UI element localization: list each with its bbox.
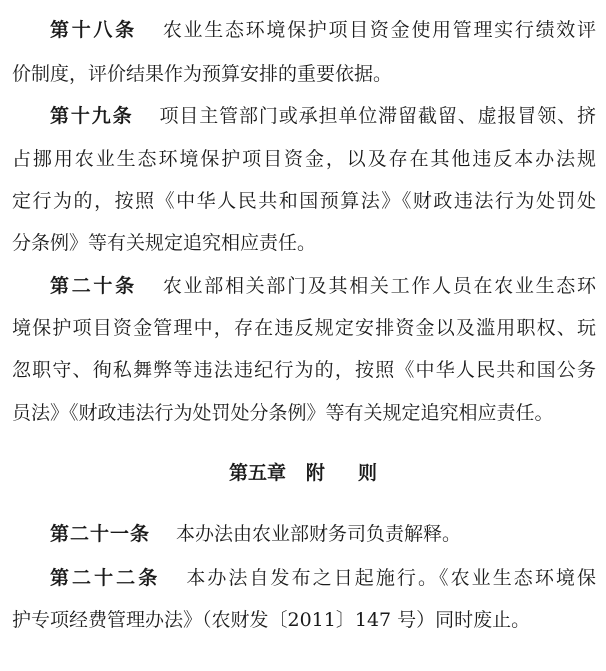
chapter-heading: 第五章 附 则	[229, 462, 377, 484]
article-19-line-2: 占挪用农业生态环境保护项目资金，以及存在其他违反本办法规	[12, 148, 596, 170]
article-19-number: 第十九条	[50, 105, 134, 127]
article-18-text: 农业生态环境保护项目资金使用管理实行绩效评	[162, 19, 596, 41]
article-20-number: 第二十条	[50, 275, 137, 297]
article-18-line-2: 价制度，评价结果作为预算安排的重要依据。	[12, 63, 393, 85]
article-20-line-1	[50, 274, 596, 298]
article-19-text: 项目主管部门或承担单位滞留截留、虚报冒领、挤	[159, 105, 596, 127]
article-19-line-3: 定行为的，按照《中华人民共和国预算法》《财政违法行为处罚处	[12, 190, 596, 212]
article-20-text: 农业部相关部门及其相关工作人员在农业生态环	[162, 275, 596, 297]
article-19-line-4: 分条例》等有关规定追究相应责任。	[12, 232, 317, 254]
article-21-number: 第二十一条	[50, 523, 151, 545]
article-22-text: 本办法自发布之日起施行。《农业生态环境保	[186, 567, 596, 589]
article-20-line-3: 忽职守、徇私舞弊等违法违纪行为的，按照《中华人民共和国公务	[12, 359, 596, 381]
article-20-line-4: 员法》《财政违法行为处罚处分条例》等有关规定追究相应责任。	[12, 402, 554, 424]
article-19-line-1	[50, 104, 596, 128]
article-20-line-2: 境保护项目资金管理中，存在违反规定安排资金以及滥用职权、玩	[12, 317, 596, 339]
article-22-line-2: 护专项经费管理办法》（农财发〔2011〕147 号）同时废止。	[12, 609, 531, 631]
article-21-line-1	[50, 522, 596, 546]
article-18-line-1	[50, 18, 596, 42]
article-21-text: 本办法由农业部财务司负责解释。	[176, 523, 462, 545]
article-18-number: 第十八条	[50, 19, 137, 41]
article-22-number: 第二十二条	[50, 567, 161, 589]
article-22-line-1	[50, 566, 596, 590]
